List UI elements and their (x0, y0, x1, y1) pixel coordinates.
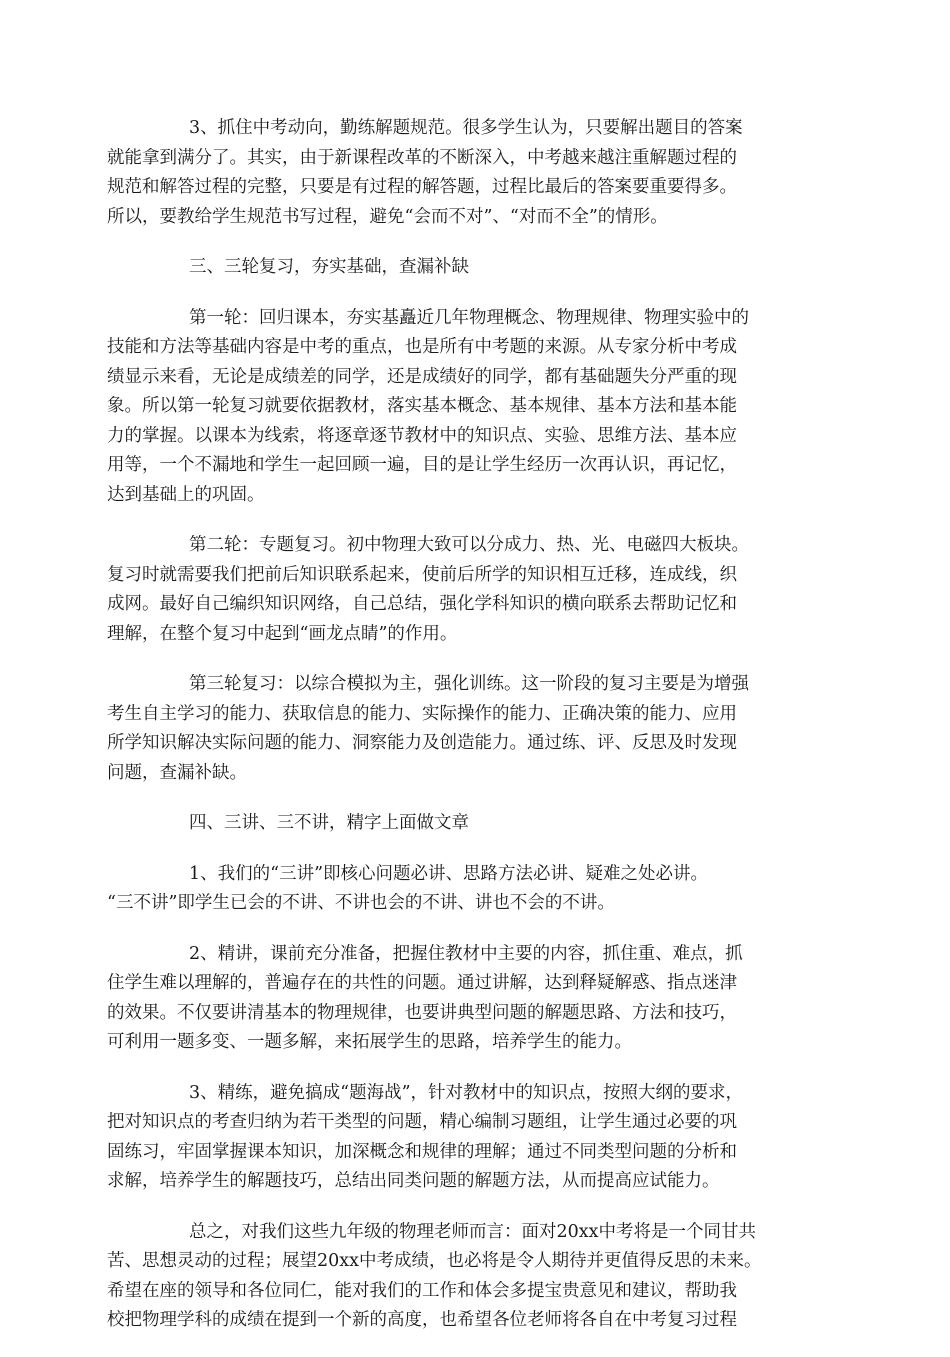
paragraph-line: 用等，一个不漏地和学生一起回顾一遍，目的是让学生经历一次再认识，再记忆， (107, 455, 737, 475)
paragraph (107, 860, 837, 919)
paragraph-line: 固练习，牢固掌握课本知识，加深概念和规律的理解；通过不同类型问题的分析和 (107, 1141, 737, 1162)
paragraph-line: 1、我们的“三讲”即核心问题必讲、思路方法必讲、疑难之处必讲。 (189, 863, 709, 884)
paragraph-line: 校把物理学科的成绩在提到一个新的高度，也希望各位老师将各自在中考复习过程 (107, 1310, 737, 1330)
paragraph-line: 可利用一题多变、一题多解，来拓展学生的思路，培养学生的能力。 (107, 1032, 632, 1052)
paragraph-line: 住学生难以理解的，普遍存在的共性的问题。通过讲解，达到释疑解惑、指点迷津 (107, 973, 737, 993)
paragraph-line: 苦、思想灵动的过程；展望20xx中考成绩，也必将是令人期待并更值得反思的未来。 (107, 1251, 762, 1271)
paragraph-line: 考生自主学习的能力、获取信息的能力、实际操作的能力、正确决策的能力、应用 (107, 703, 737, 724)
paragraph-line: 规范和解答过程的完整，只要是有过程的解答题，过程比最后的答案要重要得多。 (107, 177, 737, 197)
paragraph (107, 531, 837, 649)
paragraph-line: 问题，查漏补缺。 (107, 762, 247, 783)
paragraph-line: 理解，在整个复习中起到“画龙点睛”的作用。 (107, 623, 458, 644)
paragraph (107, 304, 837, 511)
paragraph-line: 复习时就需要我们把前后知识联系起来，使前后所学的知识相互迁移，连成线，织 (107, 564, 737, 585)
paragraph-line: 第二轮：专题复习。初中物理大致可以分成力、热、光、电磁四大板块。 (189, 535, 749, 555)
document-body (107, 114, 837, 1357)
paragraph-line: 第一轮：回归课本，夯实基矗近几年物理概念、物理规律、物理实验中的 (189, 307, 749, 328)
paragraph-line: 希望在座的领导和各位同仁，能对我们的工作和体会多提宝贵意见和建议，帮助我 (107, 1280, 737, 1301)
paragraph (107, 1079, 837, 1197)
paragraph-line: 就能拿到满分了。其实，由于新课程改革的不断深入，中考越来越注重解题过程的 (107, 147, 737, 168)
paragraph-line: 3、抓住中考动向，勤练解题规范。很多学生认为，只要解出题目的答案 (189, 118, 743, 138)
paragraph-line: 总之，对我们这些九年级的物理老师而言：面对20xx中考将是一个同甘共 (189, 1221, 757, 1242)
paragraph-line: 第三轮复习：以综合模拟为主，强化训练。这一阶段的复习主要是为增强 (189, 674, 749, 694)
paragraph-line: 力的掌握。以课本为线索，将逐章逐节教材中的知识点、实验、思维方法、基本应 (107, 425, 737, 446)
paragraph (107, 114, 837, 232)
paragraph-line: 达到基础上的巩固。 (107, 484, 265, 505)
paragraph-line: 把对知识点的考查归纳为若干类型的问题，精心编制习题组，让学生通过必要的巩 (107, 1112, 737, 1132)
paragraph-line: 求解，培养学生的解题技巧，总结出同类问题的解题方法，从而提高应试能力。 (107, 1171, 720, 1191)
paragraph-line: 技能和方法等基础内容是中考的重点，也是所有中考题的来源。从专家分析中考成 (107, 337, 737, 357)
paragraph (107, 670, 837, 788)
paragraph-line: 成网。最好自己编织知识网络，自己总结，强化学科知识的横向联系去帮助记忆和 (107, 594, 737, 614)
paragraph-line: 象。所以第一轮复习就要依据教材，落实基本概念、基本规律、基本方法和基本能 (107, 396, 737, 416)
paragraph-line: 2、精讲，课前充分准备，把握住教材中主要的内容，抓住重、难点，抓 (189, 943, 743, 964)
section-heading: 四、三讲、三不讲，精字上面做文章 (189, 813, 469, 833)
paragraph-line: 绩显示来看，无论是成绩差的同学，还是成绩好的同学，都有基础题失分严重的现 (107, 366, 737, 387)
paragraph-line: “三不讲”即学生已会的不讲、不讲也会的不讲、讲也不会的不讲。 (107, 893, 615, 913)
section-heading: 三、三轮复习，夯实基础，查漏补缺 (189, 257, 469, 277)
paragraph-line: 的效果。不仅要讲清基本的物理规律，也要讲典型问题的解题思路、方法和技巧， (107, 1002, 737, 1023)
paragraph-line: 所学知识解决实际问题的能力、洞察能力及创造能力。通过练、评、反思及时发现 (107, 733, 737, 753)
paragraph-line: 3、精练，避免搞成“题海战”，针对教材中的知识点，按照大纲的要求， (189, 1082, 744, 1103)
paragraph (107, 1218, 837, 1336)
paragraph-line: 所以，要教给学生规范书写过程，避免“会而不对”、“对而不全”的情形。 (107, 206, 668, 227)
paragraph (107, 940, 837, 1058)
